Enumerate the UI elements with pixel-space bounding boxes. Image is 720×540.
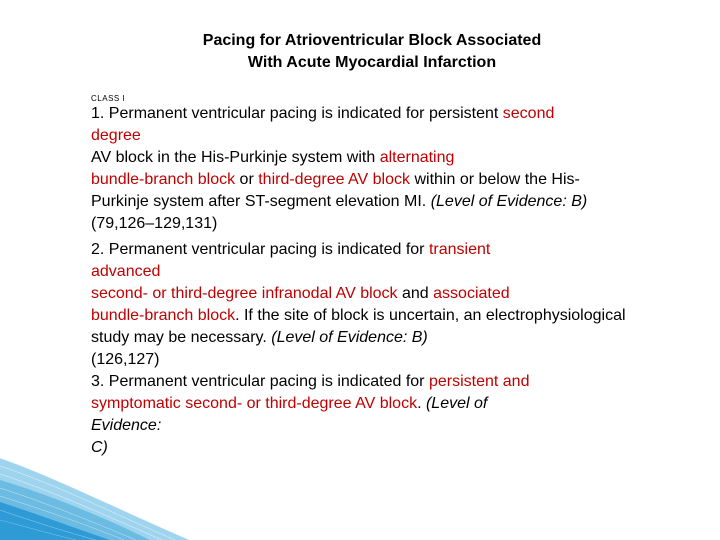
rec1-highlight-degree: degree xyxy=(91,127,141,144)
recommendation-list xyxy=(91,103,631,459)
rec3-highlight-persistent: persistent and xyxy=(428,373,530,390)
rec2-highlight-associated: associated xyxy=(433,285,510,302)
recommendation-1 xyxy=(91,103,631,235)
class-label: CLASS I xyxy=(91,94,126,103)
rec1-text-within: within or below the His-Purkinje system after ST-segment elevation MI. xyxy=(91,171,580,210)
rec1-level-of-evidence: (Level of Evidence: B) xyxy=(430,193,588,210)
rec1-highlight-second: second xyxy=(502,105,555,122)
rec2-text: 2. Permanent ventricular pacing is indicated for xyxy=(91,241,429,258)
rec2-level-of-evidence: (Level of Evidence: B) xyxy=(271,329,428,346)
rec1-highlight-alternating: alternating xyxy=(379,149,455,166)
rec1-highlight-bbb: bundle-branch block xyxy=(91,171,236,188)
rec2-highlight-transient: transient xyxy=(428,241,491,258)
recommendation-2 xyxy=(91,239,631,371)
rec1-references: (79,126–129,131) xyxy=(91,215,218,232)
rec2-text-study: study may be necessary. xyxy=(91,329,272,346)
rec3-level-of-evidence-2: Evidence: xyxy=(91,417,162,434)
rec2-text-and: and xyxy=(397,285,434,302)
rec2-highlight-advanced: advanced xyxy=(91,263,161,280)
rec3-text: 3. Permanent ventricular pacing is indicated for xyxy=(91,373,429,390)
rec1-text: 1. Permanent ventricular pacing is indicated for persistent xyxy=(91,105,503,122)
rec2-highlight-infranodal: second- or third-degree infranodal AV block xyxy=(91,285,398,302)
title-line-2: With Acute Myocardial Infarction xyxy=(247,54,497,71)
rec1-text-or: or xyxy=(235,171,259,188)
rec3-level-of-evidence-1: (Level of xyxy=(425,395,488,412)
rec2-references: (126,127) xyxy=(91,351,160,368)
title-line-1: Pacing for Atrioventricular Block Associated xyxy=(202,32,542,49)
decorative-wave-graphic xyxy=(0,440,190,540)
rec1-text-av-block: AV block in the His-Purkinje system with xyxy=(91,149,380,166)
rec3-level-of-evidence-3: C) xyxy=(91,439,108,456)
rec2-text-site: . If the site of block is uncertain, an electrophysiological xyxy=(235,307,626,324)
rec3-text-period: . xyxy=(417,395,426,412)
rec2-highlight-bbb: bundle-branch block xyxy=(91,307,236,324)
rec1-highlight-third-degree: third-degree AV block xyxy=(258,171,411,188)
slide-title xyxy=(0,30,720,74)
rec3-highlight-symptomatic: symptomatic second- or third-degree AV block xyxy=(91,395,418,412)
